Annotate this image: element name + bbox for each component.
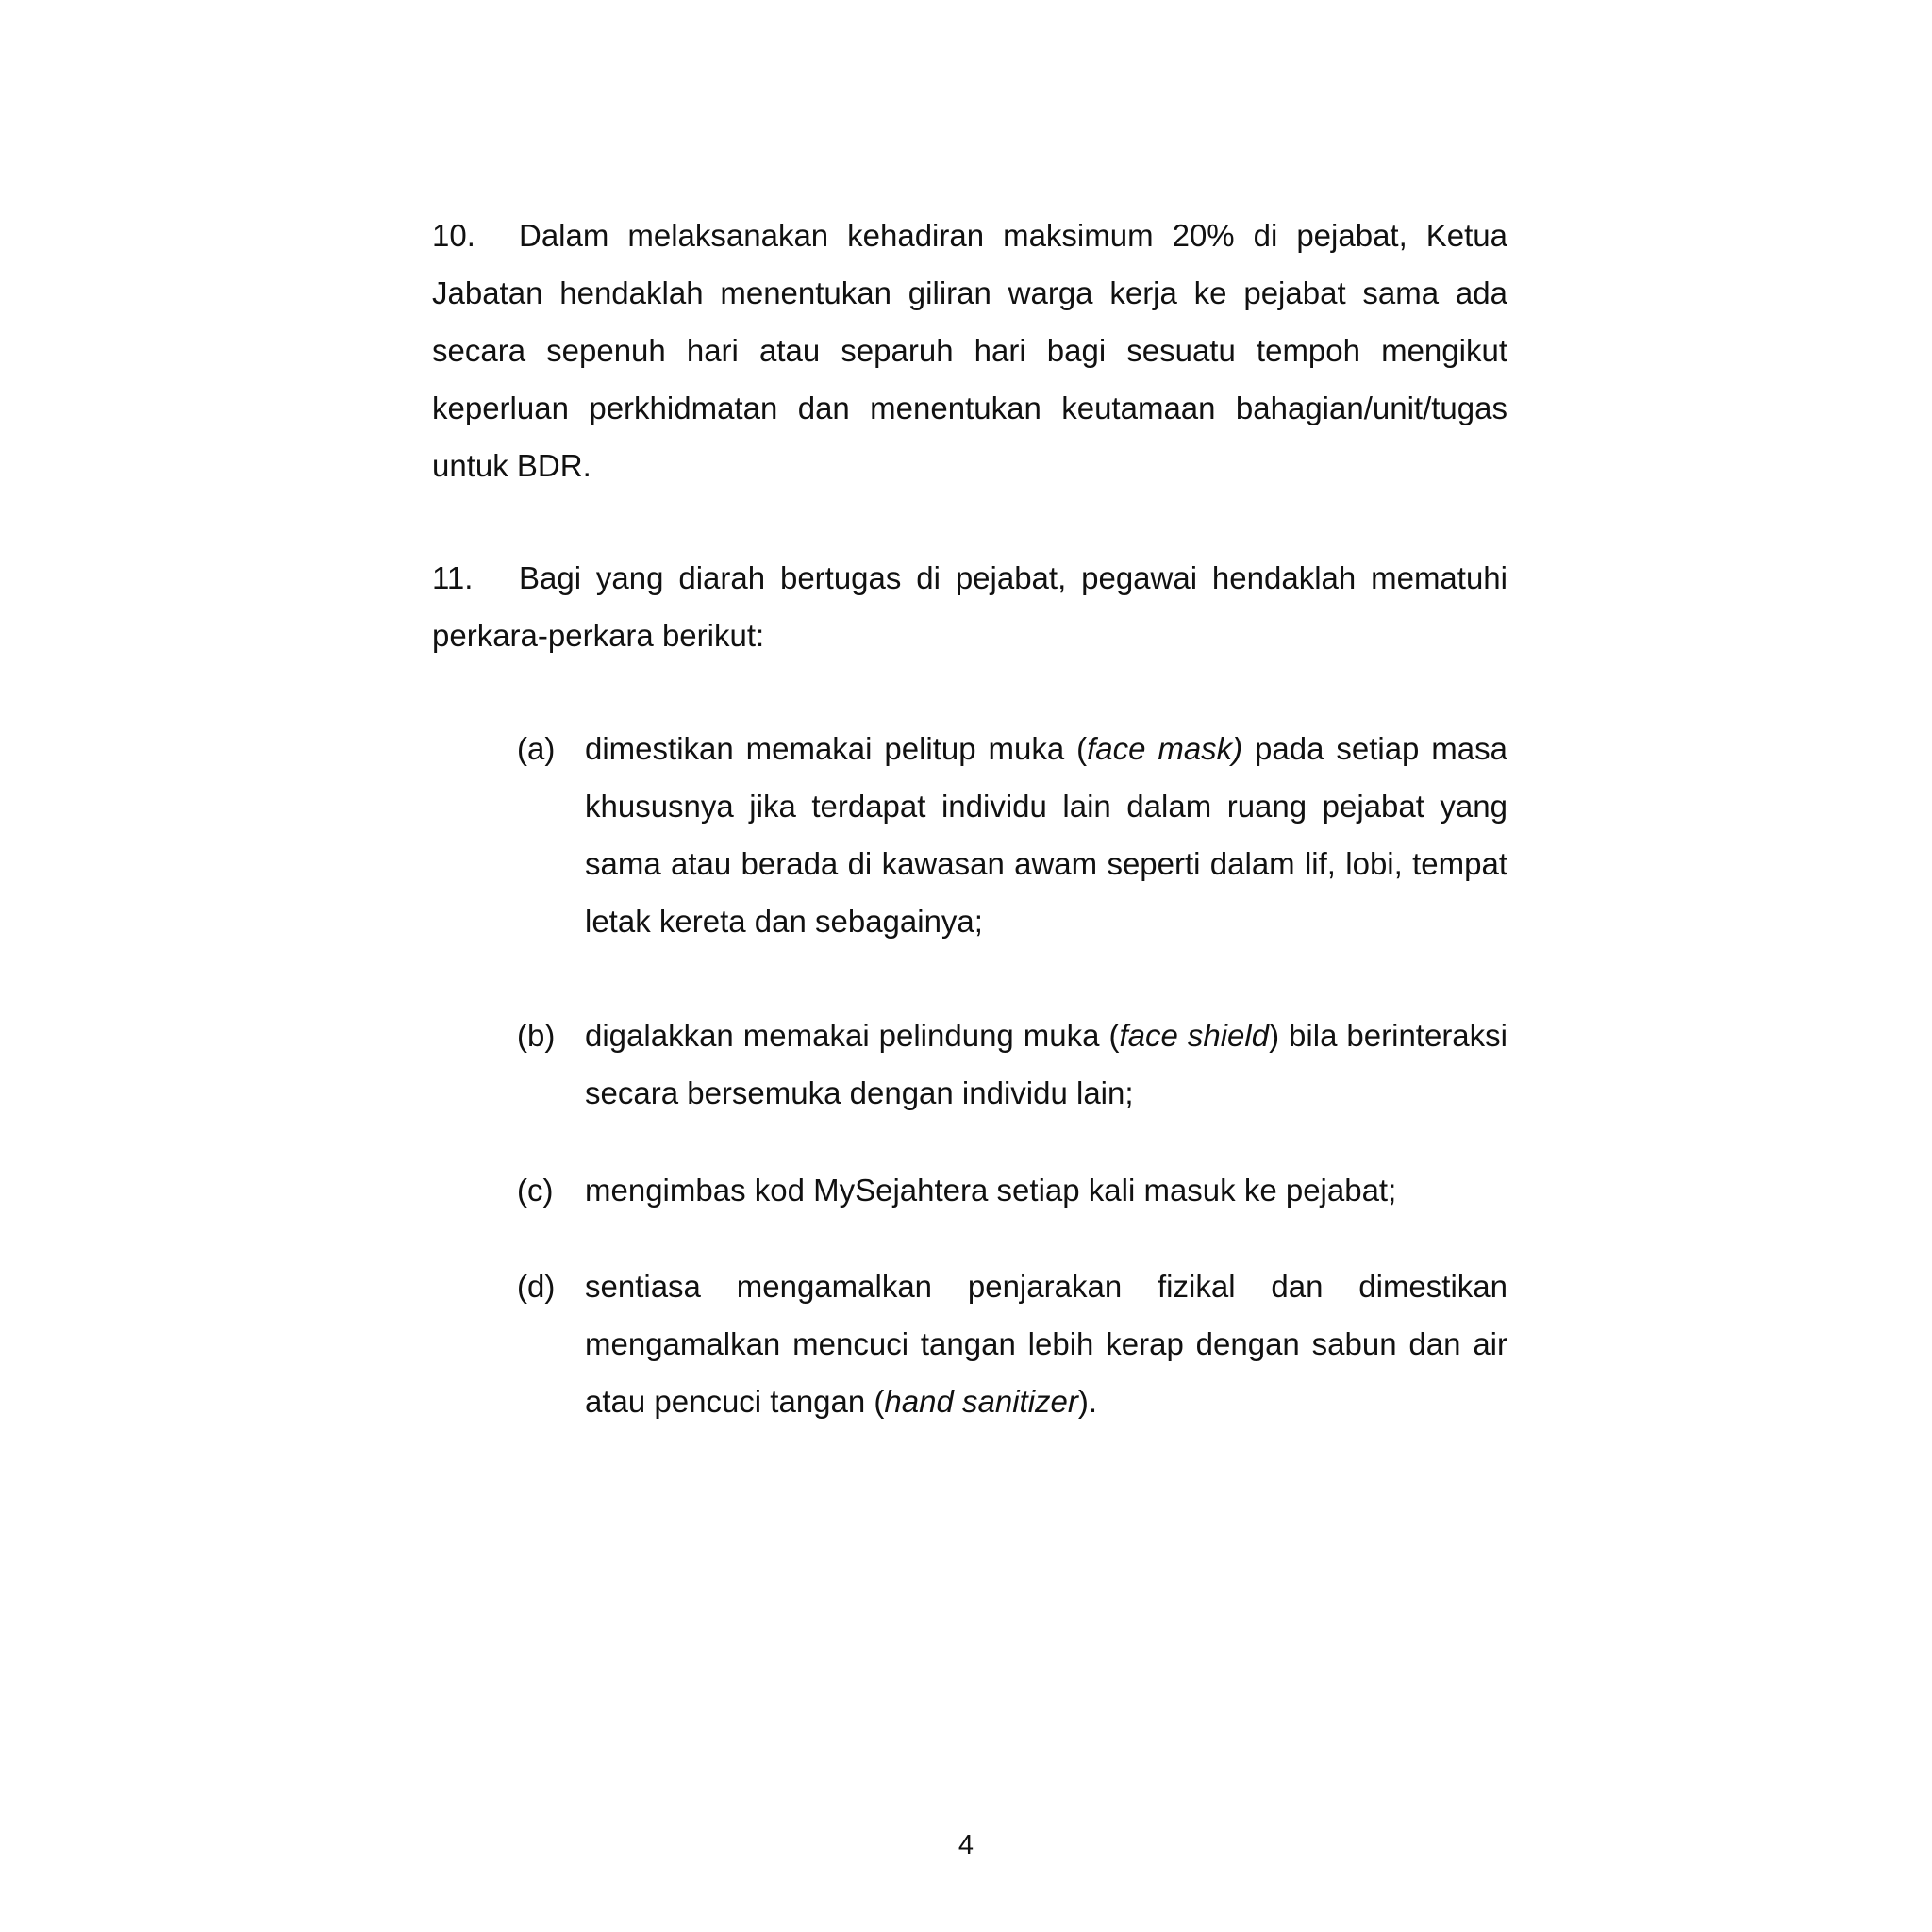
- italic-term: face shield: [1119, 1018, 1270, 1053]
- paragraph-number: 10.: [432, 218, 475, 253]
- text-segment: ).: [1077, 1384, 1098, 1419]
- text-segment: sentiasa mengamalkan penjarakan fizikal dan dimestikan mengamalkan mencuci tangan lebih kerap dengan sabun dan air atau pencuci tangan (: [585, 1269, 1507, 1419]
- list-item-b: [517, 1007, 1507, 1122]
- text-segment: mengimbas kod MySejahtera setiap kali masuk ke pejabat;: [585, 1173, 1397, 1208]
- list-item-text: [585, 1161, 1507, 1219]
- italic-term: face mask): [1087, 731, 1243, 766]
- list-item-c: [517, 1161, 1507, 1219]
- text-segment: pada setiap masa khususnya jika terdapat individu lain dalam ruang pejabat yang sama atau berada di kawasan awam seperti dalam lif, lobi, tempat letak kereta dan sebagainya;: [585, 731, 1507, 939]
- italic-term: hand sanitizer: [884, 1384, 1078, 1419]
- list-item-label: (d): [517, 1269, 556, 1304]
- text-segment: digalakkan memakai pelindung muka (: [585, 1018, 1120, 1053]
- list-item-label: (c): [517, 1173, 554, 1208]
- page-number: 4: [958, 1830, 974, 1860]
- paragraph-number: 11.: [432, 560, 474, 595]
- paragraph-text: Bagi yang diarah bertugas di pejabat, pegawai hendaklah mematuhi perkara-perkara berikut:: [432, 560, 1507, 653]
- list-item-text: [585, 720, 1507, 950]
- list-item-a: [517, 720, 1507, 950]
- paragraph-text: Dalam melaksanakan kehadiran maksimum 20% di pejabat, Ketua Jabatan hendaklah menentukan giliran warga kerja ke pejabat sama ada secara sepenuh hari atau separuh hari bagi sesuatu tempoh mengikut keperluan perkhidmatan dan menentukan keutamaan bahagian/unit/tugas untuk BDR.: [432, 218, 1507, 483]
- list-item-text: [585, 1257, 1507, 1430]
- text-segment: dimestikan memakai pelitup muka (: [585, 731, 1088, 766]
- paragraph-10: [432, 207, 1507, 494]
- list-item-d: [517, 1257, 1507, 1430]
- text-segment: ) bila berinteraksi secara bersemuka dengan individu lain;: [585, 1018, 1507, 1110]
- list-item-text: [585, 1007, 1507, 1122]
- paragraph-11: [432, 549, 1507, 664]
- list-item-label: (b): [517, 1018, 556, 1053]
- list-item-label: (a): [517, 731, 556, 766]
